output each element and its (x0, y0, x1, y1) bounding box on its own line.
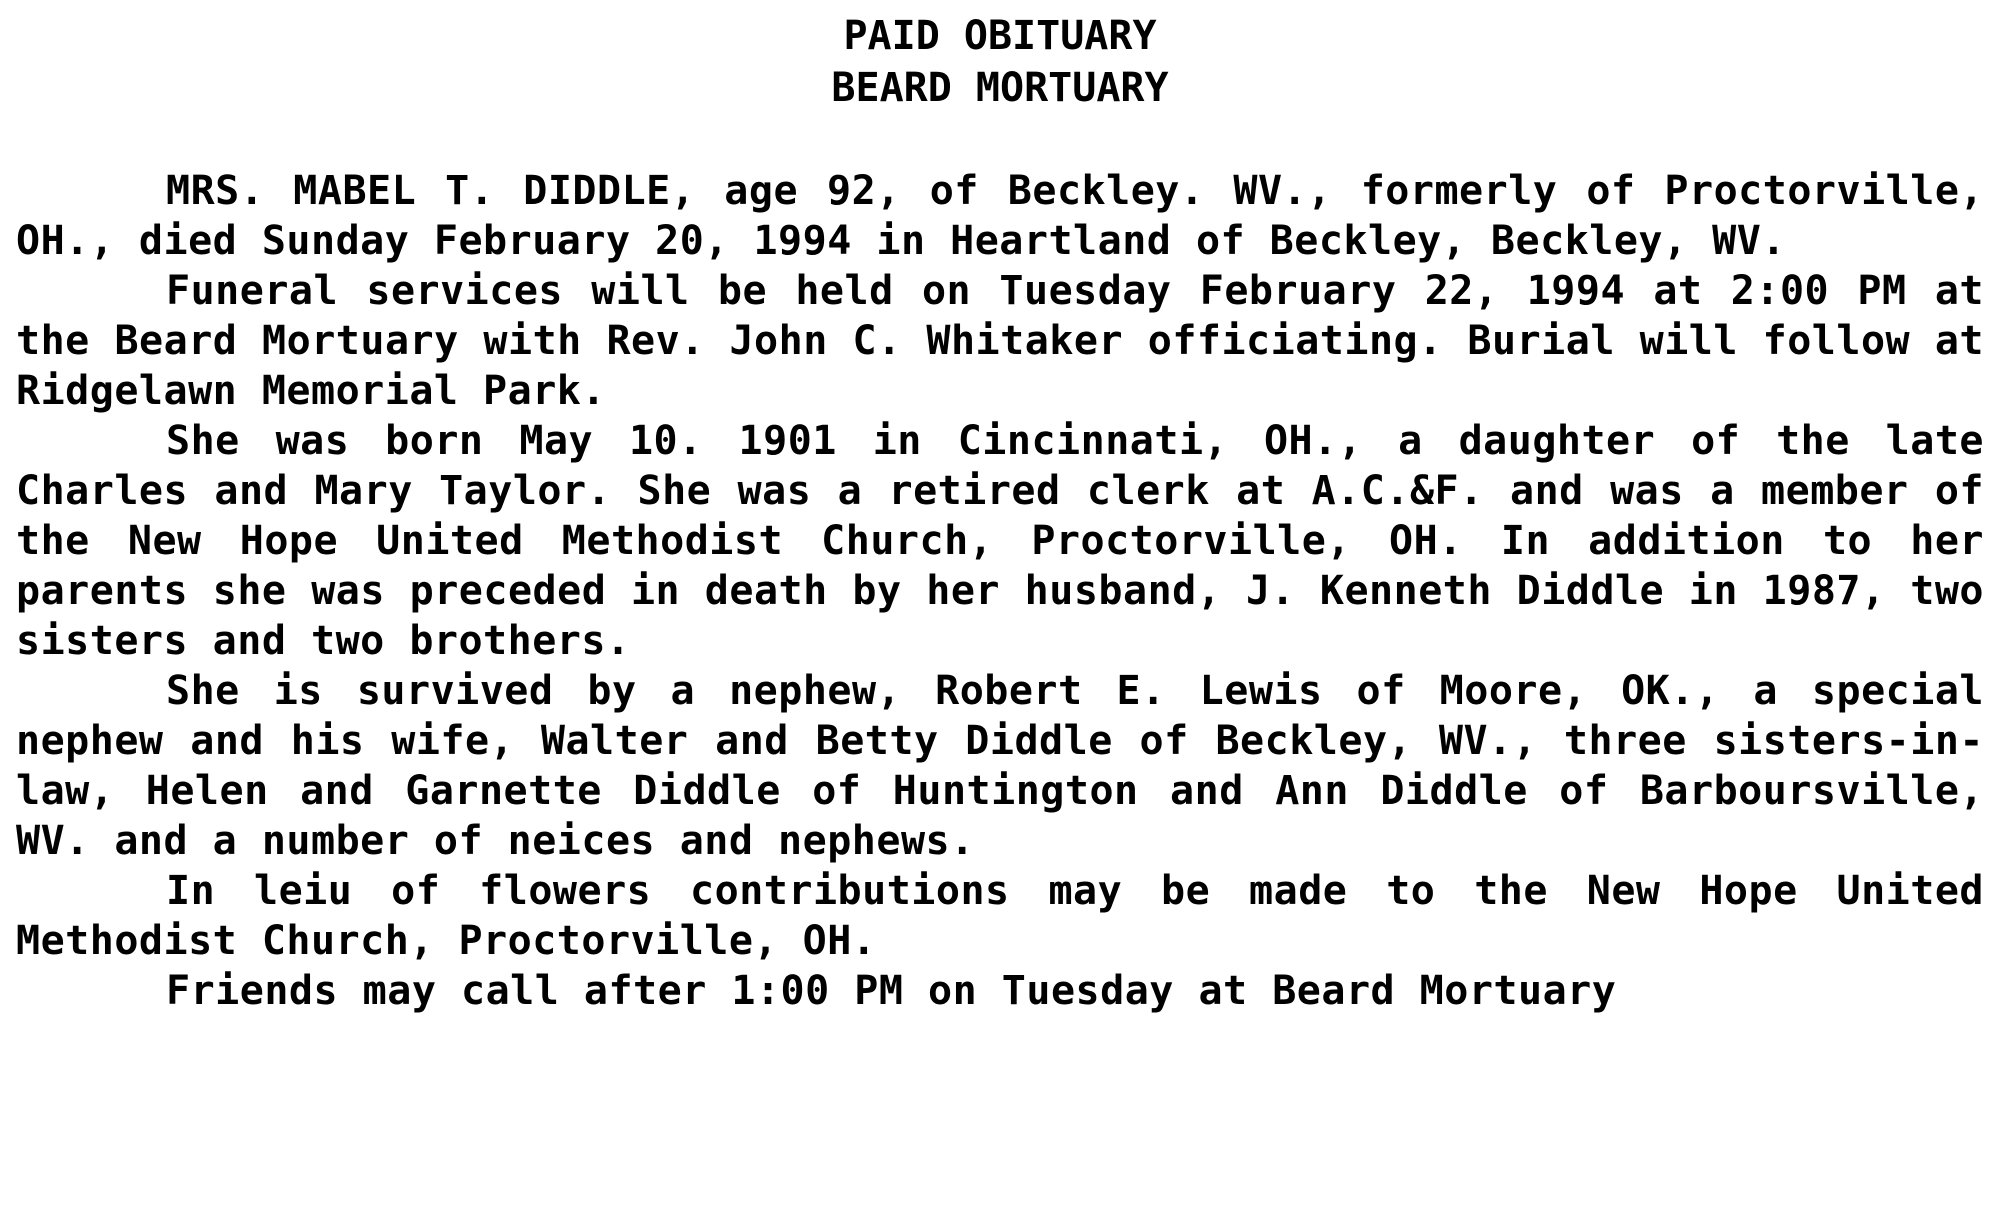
paragraph-funeral-services: Funeral services will be held on Tuesday February 22, 1994 at 2:00 PM at the Beard Mortuary with Rev. John C. Whitaker officiating. Burial will follow at Ridgelawn Memorial Park. (16, 268, 1984, 414)
paragraph-biography: She was born May 10. 1901 in Cincinnati, OH., a daughter of the late Charles and Mary Taylor. She was a retired clerk at A.C.&F. and was a member of the New Hope United Methodist Church, Proctorville, OH. In addition to her parents she was preceded in death by her husband, J. Kenneth Diddle in 1987, two sisters and two brothers. (16, 418, 1984, 664)
paragraph-announcement: MRS. MABEL T. DIDDLE, age 92, of Beckley. WV., formerly of Proctorville, OH., died Sunday February 20, 1994 in Heartland of Beckley, Beckley, WV. (16, 168, 1984, 264)
paragraph-survivors: She is survived by a nephew, Robert E. Lewis of Moore, OK., a special nephew and his wife, Walter and Betty Diddle of Beckley, WV., three sisters-in-law, Helen and Garnette Diddle of Huntington and Ann Diddle of Barboursville, WV. and a number of neices and nephews. (16, 668, 1984, 864)
obituary-header (16, 10, 1984, 114)
paragraph-visitation: Friends may call after 1:00 PM on Tuesday at Beard Mortuary (166, 968, 1617, 1014)
header-mortuary: BEARD MORTUARY (831, 65, 1169, 111)
paragraph-contributions: In leiu of flowers contributions may be made to the New Hope United Methodist Church, Proctorville, OH. (16, 868, 1984, 964)
obituary-body (16, 166, 1984, 1016)
header-title: PAID OBITUARY (843, 13, 1157, 59)
obituary-document (16, 10, 1984, 1016)
